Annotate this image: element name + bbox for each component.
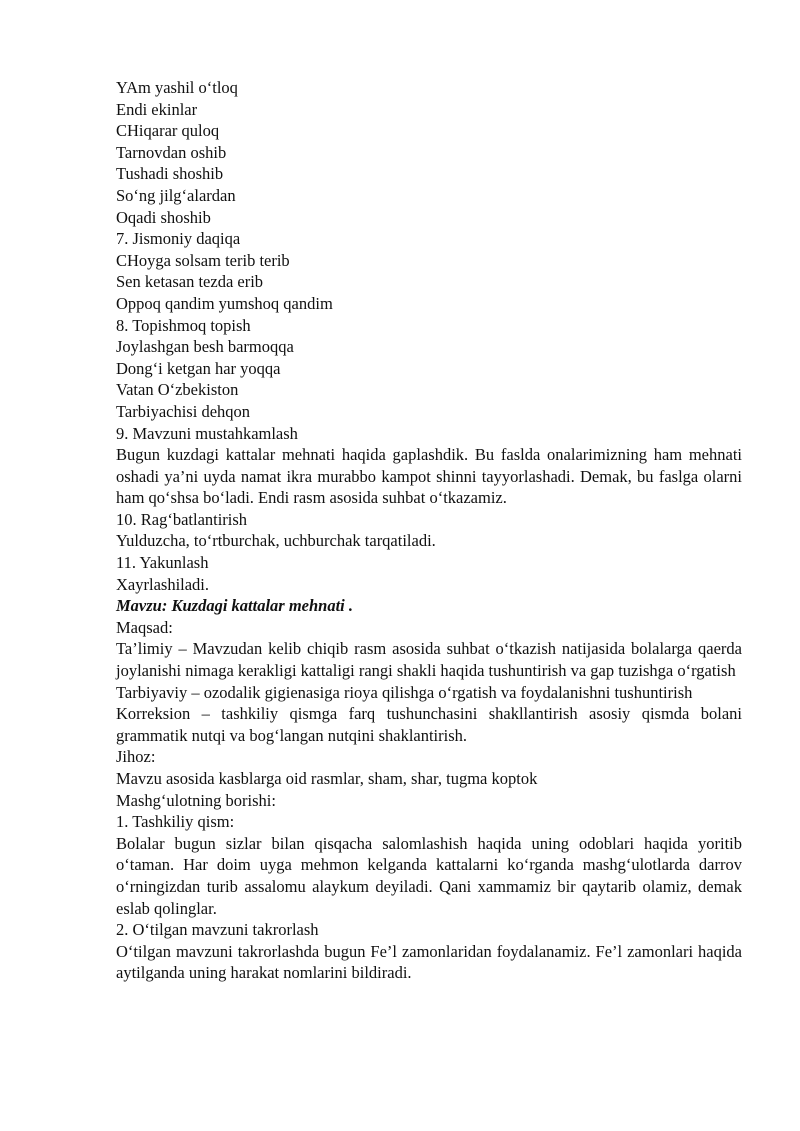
text-line: Oqadi shoshib xyxy=(116,207,211,227)
goal-label: Maqsad: xyxy=(116,617,173,637)
section-heading-closing: 11. Yakunlash xyxy=(116,553,209,573)
lesson-progress-label: Mashg‘ulotning borishi: xyxy=(116,790,276,810)
equipment-text: Mavzu asosida kasblarga oid rasmlar, sham, shar, tugma koptok xyxy=(116,769,538,788)
text-line: So‘ng jilg‘alardan xyxy=(116,185,236,205)
educational-goal-paragraph: Ta’limiy – Mavzudan kelib chiqib rasm asosida suhbat o‘tkazish natijasida bolalarga qaerda joylanishi nimaga kerakligi kattaligi rangi shakli haqida tushuntirish va gap tuzishga o‘rgatish xyxy=(116,639,742,681)
text-line: Vatan O‘zbekiston xyxy=(116,380,239,400)
section-heading-riddle: 8. Topishmoq topish xyxy=(116,315,251,335)
text-line: Dong‘i ketgan har yoqqa xyxy=(116,358,281,378)
text-line: Tushadi shoshib xyxy=(116,164,224,184)
equipment-label: Jihoz: xyxy=(116,747,156,767)
text-line: Joylashgan besh barmoqqa xyxy=(116,337,294,357)
incentive-text: Yulduzcha, to‘rtburchak, uchburchak tarqatiladi. xyxy=(116,531,436,551)
section-heading-consolidation: 9. Mavzuni mustahkamlash xyxy=(116,423,298,443)
consolidation-paragraph: Bugun kuzdagi kattalar mehnati haqida gaplashdik. Bu faslda onalarimizning ham mehnati oshadi ya’ni uyda namat ikra murabbo kampot shinni tayyorlashadi. Demak, bu faslga olarni ham qo‘shsa bo‘ladi. Endi rasm asosida suhbat o‘tkazamiz. xyxy=(116,445,742,508)
text-line: YAm yashil o‘tloq xyxy=(116,78,238,97)
review-paragraph: O‘tilgan mavzuni takrorlashda bugun Fe’l zamonlaridan foydalanamiz. Fe’l zamonlari haqida aytilganda uning harakat nomlarini bildiradi. xyxy=(116,941,742,983)
text-line: Endi ekinlar xyxy=(116,99,198,119)
text-line: Tarbiyachisi dehqon xyxy=(116,401,251,421)
correction-goal-paragraph: Korreksion – tashkiliy qismga farq tushunchasini shakllantirish asosiy qismda bolani grammatik nutqi va bog‘langan nutqini shaklantirish. xyxy=(116,704,742,745)
text-line: Tarnovdan oshib xyxy=(116,142,227,162)
text-line: Oppoq qandim yumshoq qandim xyxy=(116,293,333,313)
text-line: CHiqarar quloq xyxy=(116,121,220,141)
closing-text: Xayrlashiladi. xyxy=(116,574,210,594)
lesson-topic-title: Mavzu: Kuzdagi kattalar mehnati . xyxy=(116,596,354,616)
text-line: Sen ketasan tezda erib xyxy=(116,272,264,292)
section-heading-organizational: 1. Tashkiliy qism: xyxy=(116,812,235,832)
organizational-paragraph: Bolalar bugun sizlar bilan qisqacha salomlashish haqida uning odoblari haqida yoritib o‘taman. Har doim uyga mehmon kelganda kattalarni ko‘rganda mashg‘ulotlarda darrov o‘rningizdan turib assalomu alaykum deyiladi. Qani xammamiz bir qaytarib olamiz, demak eslab qolinglar. xyxy=(116,833,742,918)
upbringing-goal-paragraph: Tarbiyaviy – ozodalik gigienasiga rioya qilishga o‘rgatish va foydalanishni tushuntirish xyxy=(116,682,693,702)
section-heading-incentive: 10. Rag‘batlantirish xyxy=(116,509,248,529)
text-line: CHoyga solsam terib terib xyxy=(116,250,290,270)
section-heading-review: 2. O‘tilgan mavzuni takrorlash xyxy=(116,920,319,940)
document-page xyxy=(116,77,742,984)
section-heading-physical-minute: 7. Jismoniy daqiqa xyxy=(116,229,241,249)
